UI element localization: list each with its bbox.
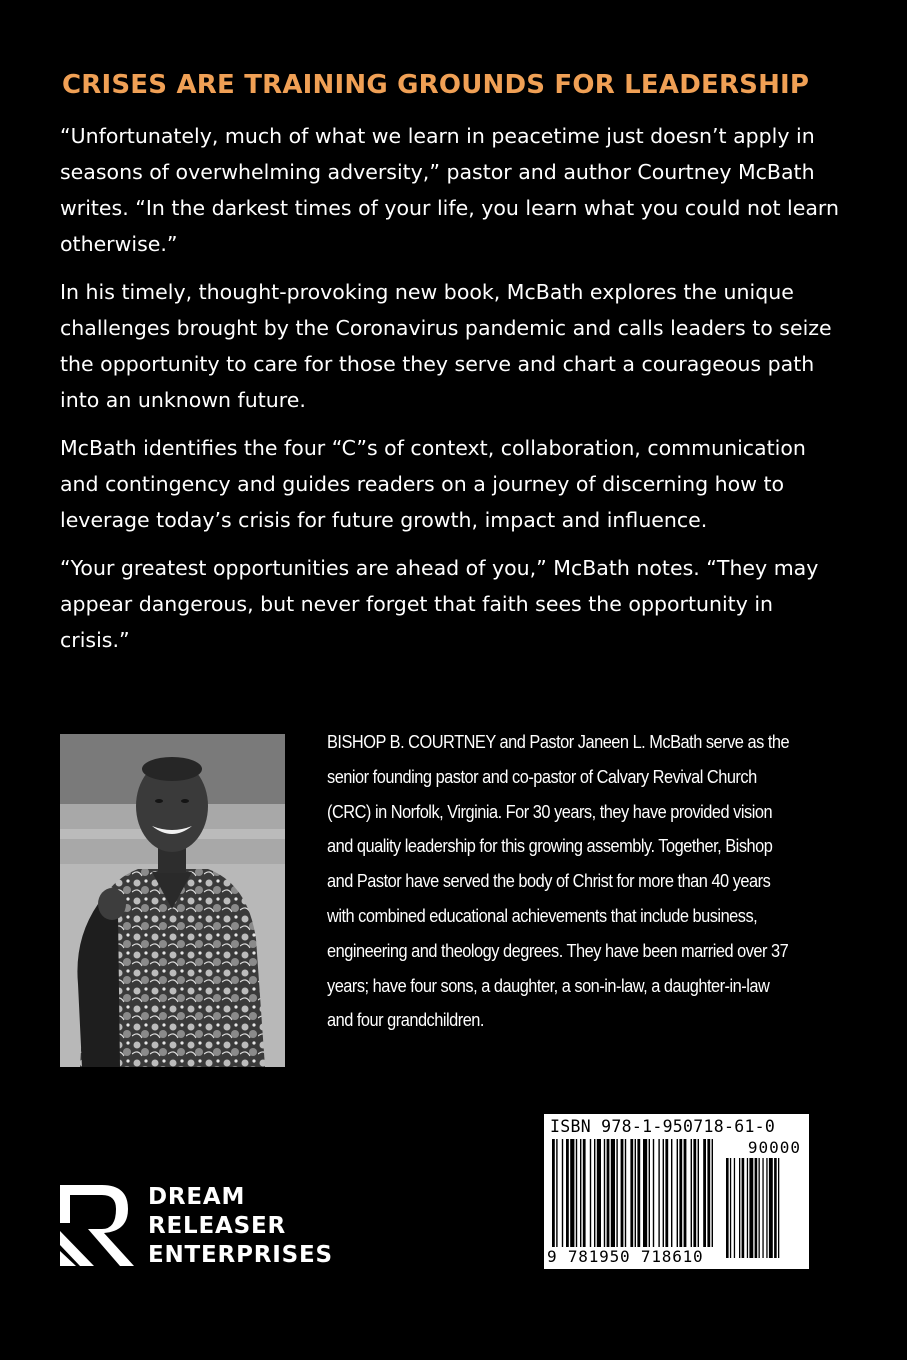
blurb-paragraph-4: “Your greatest opportunities are ahead of you,” McBath notes. “They may appear dangerous, but never forget that faith sees the opportunity in crisis.”: [60, 556, 819, 652]
publisher-name-line-3: ENTERPRISES: [148, 1242, 333, 1268]
blurb: [60, 118, 840, 670]
barcode-bar: [590, 1139, 591, 1247]
barcode-addon-bar: [730, 1158, 731, 1258]
cover-headline: CRISES ARE TRAINING GROUNDS FOR LEADERSHIP: [62, 70, 810, 100]
barcode-bar: [665, 1139, 668, 1247]
isbn-label: ISBN 978-1-950718-61-0: [550, 1117, 776, 1136]
blurb-paragraph-2: In his timely, thought-provoking new book, McBath explores the unique challenges brought by the Coronavirus pandemic and calls leaders to seize the opportunity to care for those they serve and chart a courageous path into an unknown future.: [60, 280, 832, 412]
barcode-bar: [658, 1139, 659, 1247]
ean-digits: 9 781950 718610: [547, 1247, 704, 1266]
publisher-name: [148, 1183, 333, 1270]
price-code: 90000: [747, 1138, 801, 1157]
barcode-addon-bar: [762, 1158, 763, 1258]
barcode-bar: [703, 1139, 706, 1247]
barcode-addon-bar: [739, 1158, 740, 1258]
barcode-bar: [562, 1139, 563, 1247]
barcode-addon-bar: [749, 1158, 753, 1258]
barcode-bar: [698, 1139, 699, 1247]
barcode-bar: [583, 1139, 586, 1247]
blurb-paragraph-3: McBath identifies the four “C”s of context, collaboration, communication and contingency and guides readers on a journey of discerning how to leverage today’s crisis for future growth, impact and influence.: [60, 436, 806, 532]
barcode-addon-bar: [766, 1158, 767, 1258]
barcode-bar: [693, 1139, 696, 1247]
publisher-r-icon: [58, 1183, 138, 1268]
barcode-bar: [604, 1139, 605, 1247]
author-photo: [60, 734, 285, 1067]
barcode-addon-bar: [747, 1158, 748, 1258]
barcode-bar: [691, 1139, 692, 1247]
barcode-bar: [637, 1139, 640, 1247]
barcode-addon-bar: [769, 1158, 773, 1258]
barcode-bar: [663, 1139, 664, 1247]
barcode-addon-bar: [759, 1158, 760, 1258]
barcode-bar: [607, 1139, 610, 1247]
barcode-bar: [616, 1139, 617, 1247]
isbn-barcode: [544, 1114, 809, 1269]
barcode-addon-bar: [726, 1158, 729, 1258]
barcode-bar: [576, 1139, 577, 1247]
barcode-addon-bar: [778, 1158, 779, 1258]
barcode-bar: [635, 1139, 636, 1247]
author-photo-illustration: [60, 734, 285, 1067]
barcode-bar: [679, 1139, 682, 1247]
barcode-addon-bar: [734, 1158, 735, 1258]
barcode-addon-bar: [755, 1158, 758, 1258]
publisher-name-line-2: RELEASER: [148, 1213, 286, 1239]
barcode-bar: [707, 1139, 710, 1247]
barcode-bar: [580, 1139, 581, 1247]
barcode-bar: [566, 1139, 569, 1247]
barcode-bar: [552, 1139, 555, 1247]
barcode-bar: [556, 1139, 557, 1247]
publisher-name-line-1: DREAM: [148, 1184, 246, 1210]
barcode-bar: [621, 1139, 624, 1247]
barcode-bar: [611, 1139, 615, 1247]
barcode-bar: [630, 1139, 633, 1247]
barcode-bar: [653, 1139, 654, 1247]
barcode-bar: [649, 1139, 650, 1247]
blurb-paragraph-1: “Unfortunately, much of what we learn in peacetime just doesn’t apply in seasons of overwhelming adversity,” pastor and author Courtney McBath writes. “In the darkest times of your life, you learn what you could not learn otherwise.”: [60, 124, 839, 256]
author-bio: BISHOP B. COURTNEY and Pastor Janeen L. McBath serve as the senior founding pastor and co-pastor of Calvary Revival Church (CRC) in Norfolk, Virginia. For 30 years, they have provided vision and quality leadership for this growing assembly. Together, Bishop and Pastor have served the body of Christ for more than 40 years with combined educational achievements that include business, engineering and theology degrees. They have been married over 37 years; have four sons, a daughter, a son-in-law, a daughter-in-law and four grandchildren.: [327, 732, 790, 1031]
barcode-bar: [684, 1139, 687, 1247]
barcode-bar: [570, 1139, 574, 1247]
barcode-bar: [597, 1139, 601, 1247]
barcode-bar: [625, 1139, 626, 1247]
barcode-bar: [594, 1139, 595, 1247]
barcode-addon-bar: [774, 1158, 777, 1258]
barcode-bar: [677, 1139, 678, 1247]
barcode-bar: [671, 1139, 672, 1247]
barcode-bar: [643, 1139, 647, 1247]
barcode-bar: [712, 1139, 713, 1247]
barcode-addon-bar: [742, 1158, 745, 1258]
publisher-logo: [58, 1183, 358, 1273]
